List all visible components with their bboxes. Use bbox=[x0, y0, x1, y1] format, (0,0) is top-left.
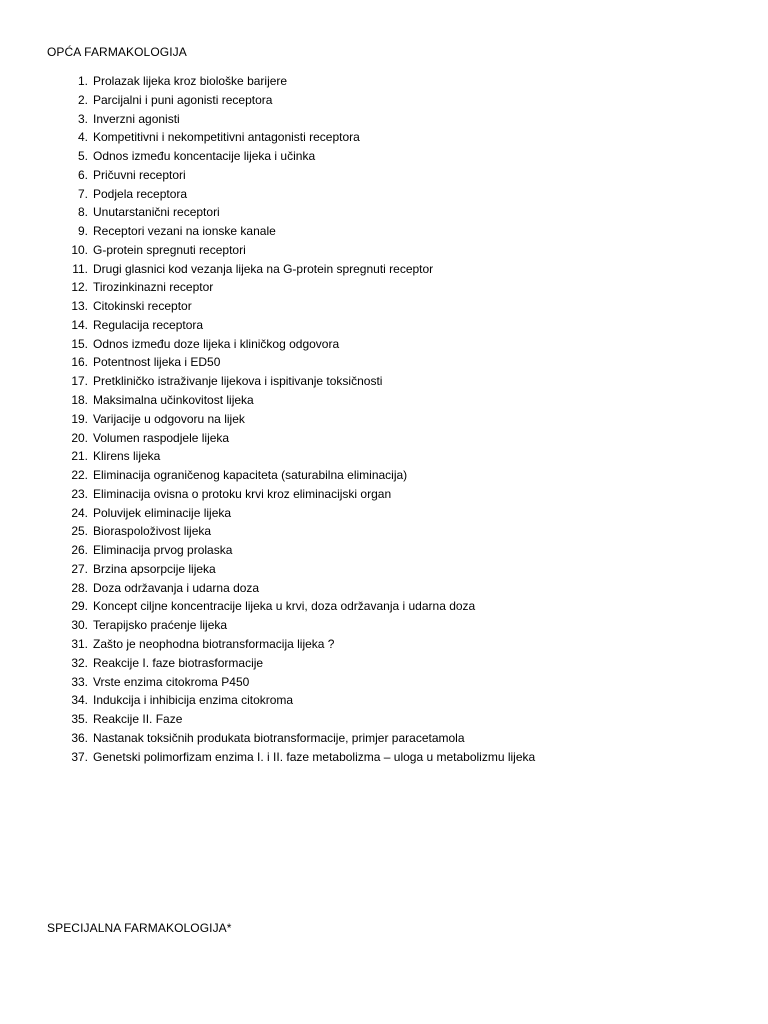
list-item-text: Inverzni agonisti bbox=[93, 111, 180, 126]
list-item bbox=[0, 597, 768, 616]
list-item bbox=[0, 91, 768, 110]
list-item-text: Varijacije u odgovoru na lijek bbox=[93, 411, 245, 426]
list-item-number: 32. bbox=[71, 655, 88, 670]
list-item-text: Zašto je neophodna biotransformacija lijeka ? bbox=[93, 636, 335, 651]
list-item bbox=[0, 504, 768, 523]
list-item-text: Reakcije I. faze biotrasformacije bbox=[93, 655, 264, 670]
list-item-number: 29. bbox=[71, 599, 88, 614]
list-item-text: Maksimalna učinkovitost lijeka bbox=[93, 393, 254, 408]
list-item-number: 14. bbox=[71, 317, 88, 332]
list-item bbox=[0, 616, 768, 635]
list-item bbox=[0, 485, 768, 504]
list-item-text: Potentnost lijeka i ED50 bbox=[93, 355, 221, 370]
list-item-text: Podjela receptora bbox=[93, 186, 188, 201]
list-item-number: 6. bbox=[77, 167, 88, 182]
list-item-number: 10. bbox=[71, 242, 88, 257]
list-item bbox=[0, 391, 768, 410]
list-item-text: Prolazak lijeka kroz biološke barijere bbox=[93, 74, 288, 88]
list-item bbox=[0, 654, 768, 673]
list-item bbox=[0, 222, 768, 241]
list-item-number: 17. bbox=[71, 374, 88, 389]
list-item-text: Koncept ciljne koncentracije lijeka u krvi, doza održavanja i udarna doza bbox=[93, 599, 476, 614]
list-item-number: 30. bbox=[71, 618, 88, 633]
list-item-text: G-protein spregnuti receptori bbox=[93, 242, 246, 257]
list-item-text: Odnos između doze lijeka i kliničkog odgovora bbox=[93, 336, 340, 351]
list-item-text: Terapijsko praćenje lijeka bbox=[93, 618, 228, 633]
list-item bbox=[0, 128, 768, 147]
list-item bbox=[0, 297, 768, 316]
list-item bbox=[0, 278, 768, 297]
list-item-text: Eliminacija ovisna o protoku krvi kroz eliminacijski organ bbox=[93, 486, 392, 501]
section-heading-specijalna-farmakologija: SPECIJALNA FARMAKOLOGIJA* bbox=[47, 921, 232, 935]
list-item-text: Receptori vezani na ionske kanale bbox=[93, 224, 276, 239]
list-item-number: 7. bbox=[77, 186, 88, 201]
list-item bbox=[0, 691, 768, 710]
list-item-text: Brzina apsorpcije lijeka bbox=[93, 561, 216, 576]
list-item bbox=[0, 241, 768, 260]
list-item bbox=[0, 579, 768, 598]
list-item-number: 22. bbox=[71, 468, 88, 483]
list-item bbox=[0, 560, 768, 579]
list-item-text: Volumen raspodjele lijeka bbox=[93, 430, 230, 445]
list-item bbox=[0, 710, 768, 729]
list-item-text: Vrste enzima citokroma P450 bbox=[93, 674, 250, 689]
list-item-text: Citokinski receptor bbox=[93, 299, 192, 314]
list-item bbox=[0, 541, 768, 560]
list-item-number: 16. bbox=[71, 355, 88, 370]
list-item-number: 9. bbox=[77, 224, 88, 239]
list-item bbox=[0, 522, 768, 541]
list-item-number: 28. bbox=[71, 580, 88, 595]
list-item-number: 3. bbox=[77, 111, 88, 126]
list-item bbox=[0, 447, 768, 466]
list-item bbox=[0, 635, 768, 654]
list-item bbox=[0, 203, 768, 222]
list-item-number: 31. bbox=[71, 636, 88, 651]
list-item-number: 2. bbox=[77, 92, 88, 107]
list-item bbox=[0, 166, 768, 185]
list-item-text: Genetski polimorfizam enzima I. i II. faze metabolizma – uloga u metabolizmu lijeka bbox=[93, 749, 536, 764]
list-item bbox=[0, 185, 768, 204]
list-item-number: 27. bbox=[71, 561, 88, 576]
list-item-text: Reakcije II. Faze bbox=[93, 712, 183, 727]
topic-list bbox=[0, 72, 768, 766]
list-item-number: 33. bbox=[71, 674, 88, 689]
list-item-number: 18. bbox=[71, 393, 88, 408]
list-item bbox=[0, 260, 768, 279]
section-heading-opca-farmakologija: OPĆA FARMAKOLOGIJA bbox=[47, 45, 187, 59]
list-item-number: 5. bbox=[77, 149, 88, 164]
list-item-number: 19. bbox=[71, 411, 88, 426]
list-item-number: 11. bbox=[72, 261, 88, 276]
list-item bbox=[0, 110, 768, 129]
list-item bbox=[0, 729, 768, 748]
list-item-number: 25. bbox=[71, 524, 88, 539]
list-item-number: 34. bbox=[71, 693, 88, 708]
list-item-number: 20. bbox=[71, 430, 88, 445]
list-item-text: Pričuvni receptori bbox=[93, 167, 186, 182]
list-item-text: Nastanak toksičnih produkata biotransformacije, primjer paracetamola bbox=[93, 730, 465, 745]
list-item-text: Drugi glasnici kod vezanja lijeka na G-protein spregnuti receptor bbox=[93, 261, 434, 276]
list-item-text: Tirozinkinazni receptor bbox=[93, 280, 214, 295]
list-item-text: Kompetitivni i nekompetitivni antagonisti receptora bbox=[93, 130, 360, 145]
list-item bbox=[0, 748, 768, 767]
list-item-text: Regulacija receptora bbox=[93, 317, 204, 332]
list-item-text: Odnos između koncentacije lijeka i učinka bbox=[93, 149, 316, 164]
list-item-text: Pretkliničko istraživanje lijekova i ispitivanje toksičnosti bbox=[93, 374, 383, 389]
list-item bbox=[0, 316, 768, 335]
list-item-number: 23. bbox=[71, 486, 88, 501]
list-item-text: Eliminacija prvog prolaska bbox=[93, 543, 233, 558]
list-item-number: 8. bbox=[77, 205, 88, 220]
list-item-text: Bioraspoloživost lijeka bbox=[93, 524, 212, 539]
list-item-text: Eliminacija ograničenog kapaciteta (saturabilna eliminacija) bbox=[93, 468, 408, 483]
list-item bbox=[0, 410, 768, 429]
list-item bbox=[0, 673, 768, 692]
list-item-number: 12. bbox=[71, 280, 88, 295]
list-item-text: Klirens lijeka bbox=[93, 449, 161, 464]
list-item-number: 37. bbox=[71, 749, 88, 764]
list-item bbox=[0, 353, 768, 372]
list-item-number: 15. bbox=[71, 336, 88, 351]
list-item-number: 21. bbox=[71, 449, 88, 464]
list-item-text: Poluvijek eliminacije lijeka bbox=[93, 505, 232, 520]
list-item-text: Indukcija i inhibicija enzima citokroma bbox=[93, 693, 294, 708]
list-item-number: 24. bbox=[71, 505, 88, 520]
list-item-number: 35. bbox=[71, 712, 88, 727]
list-item-text: Unutarstanični receptori bbox=[93, 205, 220, 220]
list-item bbox=[0, 335, 768, 354]
list-item-number: 13. bbox=[71, 299, 88, 314]
list-item-number: 36. bbox=[71, 730, 88, 745]
list-item-number: 26. bbox=[71, 543, 88, 558]
list-item bbox=[0, 147, 768, 166]
list-item bbox=[0, 372, 768, 391]
list-item-text: Parcijalni i puni agonisti receptora bbox=[93, 92, 273, 107]
list-item-text: Doza održavanja i udarna doza bbox=[93, 580, 260, 595]
list-item bbox=[0, 466, 768, 485]
list-item-number: 4. bbox=[77, 130, 88, 145]
list-item bbox=[0, 72, 768, 91]
list-item-number: 1. bbox=[77, 74, 88, 88]
list-item bbox=[0, 429, 768, 448]
